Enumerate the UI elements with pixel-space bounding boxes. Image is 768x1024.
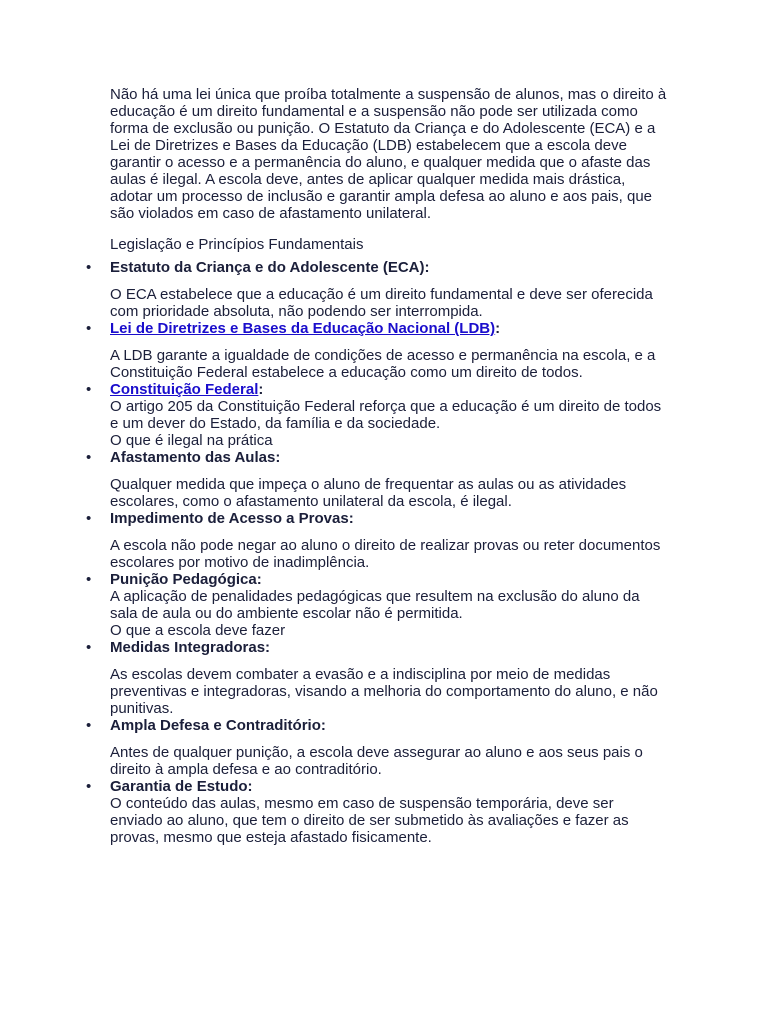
- item-colon-ldb: :: [495, 320, 501, 337]
- list-item-defesa: [110, 717, 670, 778]
- item-body-afastamento: Qualquer medida que impeça o aluno de frequentar as aulas ou as atividades escolares, como o afastamento unilateral da escola, é ilegal.: [110, 476, 627, 510]
- item-body-eca: O ECA estabelece que a educação é um direito fundamental e deve ser oferecida com prioridade absoluta, não podendo ser interrompida.: [110, 286, 653, 320]
- link-constituicao-federal[interactable]: Constituição Federal: [110, 381, 259, 398]
- item-body-estudo: O conteúdo das aulas, mesmo em caso de suspensão temporária, deve ser enviado ao aluno, que tem o direito de ser submetido às avaliações e fazer as provas, mesmo que esteja afastado fisicamente.: [110, 795, 629, 846]
- list-item-estudo: [110, 778, 670, 846]
- item-title-medidas: • Medidas Integradoras:: [110, 639, 271, 656]
- list-item-punicao: [110, 571, 670, 639]
- subheading-escola-deve: O que a escola deve fazer: [110, 622, 286, 639]
- item-title-eca: • Estatuto da Criança e do Adolescente (ECA):: [110, 259, 430, 276]
- link-ldb[interactable]: Lei de Diretrizes e Bases da Educação Nacional (LDB): [110, 320, 496, 337]
- item-title-afastamento: • Afastamento das Aulas:: [110, 449, 281, 466]
- item-body-defesa: Antes de qualquer punição, a escola deve assegurar ao aluno e aos seus pais o direito à ampla defesa e ao contraditório.: [110, 744, 643, 778]
- intro-paragraph: Não há uma lei única que proíba totalmente a suspensão de alunos, mas o direito à educação é um direito fundamental e a suspensão não pode ser utilizada como forma de exclusão ou punição. O Estatuto da Criança e do Adolescente (ECA) e a Lei de Diretrizes e Bases da Educação (LDB) estabelecem que a escola deve garantir o acesso e a permanência do aluno, e qualquer medida que o afaste das aulas é ilegal. A escola deve, antes de aplicar qualquer medida mais drástica, adotar um processo de inclusão e garantir ampla defesa ao aluno e aos pais, que são violados em caso de afastamento unilateral.: [110, 86, 667, 222]
- bullet-list: [110, 259, 670, 846]
- list-item-afastamento: [110, 449, 670, 510]
- item-colon-cf: :: [258, 381, 264, 398]
- item-title-punicao: • Punição Pedagógica:: [110, 571, 262, 588]
- item-title-defesa: • Ampla Defesa e Contraditório:: [110, 717, 326, 734]
- document-body: [110, 86, 670, 846]
- list-item-cf: [110, 381, 670, 449]
- list-item-provas: [110, 510, 670, 571]
- item-body-ldb: A LDB garante a igualdade de condições de acesso e permanência na escola, e a Constituição Federal estabelece a educação como um direito de todos.: [110, 347, 656, 381]
- item-body-medidas: As escolas devem combater a evasão e a indisciplina por meio de medidas preventivas e integradoras, visando a melhoria do comportamento do aluno, e não punitivas.: [110, 666, 658, 717]
- item-body-provas: A escola não pode negar ao aluno o direito de realizar provas ou reter documentos escolares por motivo de inadimplência.: [110, 537, 661, 571]
- item-title-estudo: • Garantia de Estudo:: [110, 778, 253, 795]
- item-body-punicao: A aplicação de penalidades pedagógicas que resultem na exclusão do aluno da sala de aula ou do ambiente escolar não é permitida.: [110, 588, 640, 622]
- list-item-eca: [110, 259, 670, 320]
- list-item-medidas: [110, 639, 670, 717]
- list-item-ldb: [110, 320, 670, 381]
- item-title-provas: • Impedimento de Acesso a Provas:: [110, 510, 354, 527]
- item-body-cf: O artigo 205 da Constituição Federal reforça que a educação é um direito de todos e um dever do Estado, da família e da sociedade.: [110, 398, 662, 432]
- subheading-ilegal: O que é ilegal na prática: [110, 432, 273, 449]
- section-heading: Legislação e Princípios Fundamentais: [110, 236, 364, 253]
